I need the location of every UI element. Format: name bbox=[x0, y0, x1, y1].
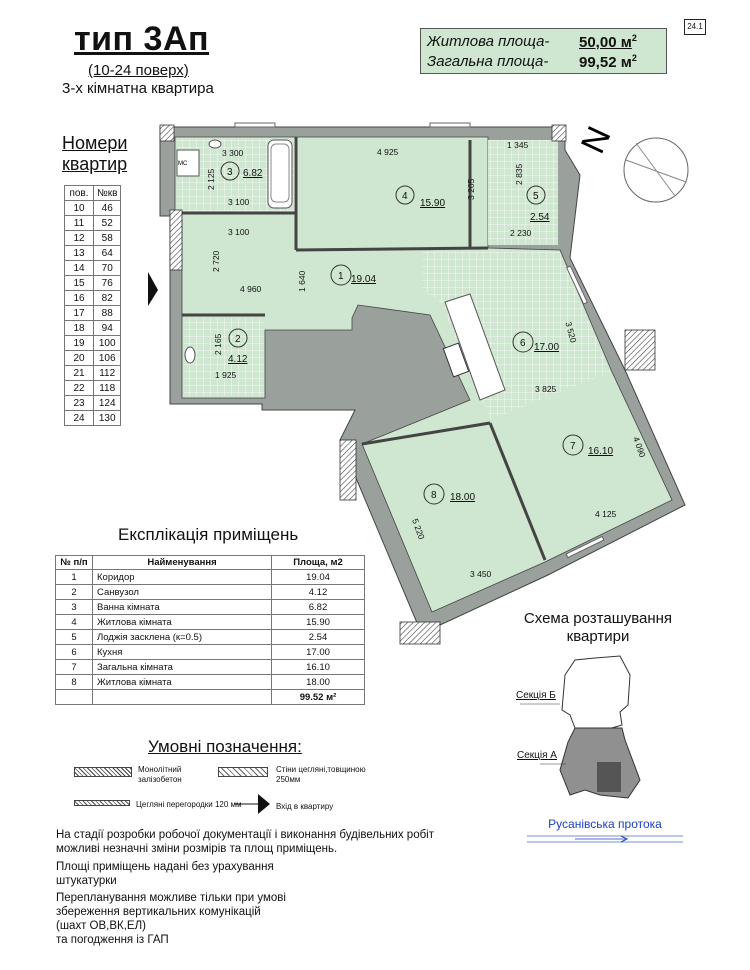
floor-cell: 10 bbox=[65, 201, 94, 216]
floor-cell: 15 bbox=[65, 276, 94, 291]
wc-tiles bbox=[184, 318, 264, 396]
section-b-shape bbox=[562, 656, 630, 728]
room-area-cell: 6.82 bbox=[272, 600, 365, 615]
apartment-number-cell: 52 bbox=[94, 216, 121, 231]
room-number-cell: 1 bbox=[56, 570, 93, 585]
room2-number: 2 bbox=[235, 334, 241, 345]
expl-col-area: Площа, м2 bbox=[272, 556, 365, 570]
apartment-numbers-table bbox=[64, 185, 121, 426]
apartment-row bbox=[65, 216, 121, 231]
total-area-label: Загальна площа- bbox=[427, 53, 549, 70]
dim-kitchen-bottom: 3 825 bbox=[535, 384, 557, 394]
plan-type-title: тип 3Ап bbox=[74, 20, 210, 58]
room-name-cell: Житлова кімната bbox=[93, 615, 272, 630]
apartment-row bbox=[65, 276, 121, 291]
wc-label: MC bbox=[178, 161, 188, 167]
room8-area: 18.00 bbox=[450, 492, 476, 503]
compass-line-2 bbox=[636, 143, 675, 196]
note-line-2: можливі незначні зміни розмірів та площ приміщень. bbox=[56, 843, 338, 855]
floor-cell: 14 bbox=[65, 261, 94, 276]
room-area-cell: 19.04 bbox=[272, 570, 365, 585]
brick-wall-swatch bbox=[218, 767, 268, 777]
floor-cell: 11 bbox=[65, 216, 94, 231]
monolith-swatch bbox=[74, 767, 132, 777]
dim-wc-height: 2 165 bbox=[213, 333, 223, 355]
explication-row bbox=[56, 645, 365, 660]
col-floor-header: пов. bbox=[65, 186, 94, 201]
apartment-number-cell: 70 bbox=[94, 261, 121, 276]
floor-cell: 16 bbox=[65, 291, 94, 306]
expl-col-num: № п/п bbox=[56, 556, 93, 570]
floor-cell: 24 bbox=[65, 411, 94, 426]
room-area-cell: 18.00 bbox=[272, 675, 365, 690]
room-name-cell: Загальна кімната bbox=[93, 660, 272, 675]
apartment-number-cell: 76 bbox=[94, 276, 121, 291]
apartment-row bbox=[65, 381, 121, 396]
note-line-1: На стадії розробки робочої документації і виконання будівельних робіт bbox=[56, 829, 434, 841]
partition-swatch bbox=[74, 800, 130, 806]
dim-room4-width: 4 925 bbox=[377, 147, 399, 157]
floor-cell: 23 bbox=[65, 396, 94, 411]
sink bbox=[209, 140, 221, 148]
note-line-6: збереження вертикальних комунікацій bbox=[56, 906, 261, 918]
note-line-8: та погодження із ГАП bbox=[56, 934, 169, 946]
apartment-number-cell: 88 bbox=[94, 306, 121, 321]
dim-bath-width: 3 300 bbox=[222, 148, 244, 158]
apartment-number-cell: 100 bbox=[94, 336, 121, 351]
room1-number: 1 bbox=[338, 271, 344, 282]
explication-row bbox=[56, 570, 365, 585]
dim-room7-width: 4 125 bbox=[595, 509, 617, 519]
room7-number: 7 bbox=[570, 441, 576, 452]
room7-area: 16.10 bbox=[588, 446, 614, 457]
apartment-number-cell: 106 bbox=[94, 351, 121, 366]
north-label: N bbox=[573, 120, 619, 160]
apartment-number-cell: 82 bbox=[94, 291, 121, 306]
dim-loggia-top: 1 345 bbox=[507, 140, 529, 150]
apartment-row bbox=[65, 396, 121, 411]
dim-corridor-height: 2 720 bbox=[211, 250, 221, 272]
dim-room8-height: 5 220 bbox=[410, 517, 427, 541]
legend-brick-wall: Стіни цегляні,товщиною 250мм bbox=[276, 765, 366, 784]
section-a-label: Секція А bbox=[517, 750, 557, 761]
room-area-cell: 4.12 bbox=[272, 585, 365, 600]
explication-row bbox=[56, 660, 365, 675]
floor-cell: 22 bbox=[65, 381, 94, 396]
room5-area: 2.54 bbox=[530, 212, 550, 223]
room-name-cell: Кухня bbox=[93, 645, 272, 660]
apartment-number-cell: 64 bbox=[94, 246, 121, 261]
room-name-cell: Лоджія засклена (к=0.5) bbox=[93, 630, 272, 645]
expl-col-name: Найменування bbox=[93, 556, 272, 570]
page-number: 24.1 bbox=[684, 19, 706, 35]
room3-area: 6.82 bbox=[243, 168, 263, 179]
apartment-number-cell: 94 bbox=[94, 321, 121, 336]
room-number-cell: 8 bbox=[56, 675, 93, 690]
room-number-cell: 7 bbox=[56, 660, 93, 675]
floor-cell: 21 bbox=[65, 366, 94, 381]
floor-cell: 12 bbox=[65, 231, 94, 246]
apartment-number-cell: 118 bbox=[94, 381, 121, 396]
note-line-7: (шахт ОВ,ВК,ЕЛ) bbox=[56, 920, 146, 932]
explication-row bbox=[56, 585, 365, 600]
living-area-label: Житлова площа- bbox=[427, 33, 550, 50]
apartment-number-cell: 46 bbox=[94, 201, 121, 216]
floor-cell: 19 bbox=[65, 336, 94, 351]
living-area-value: 50,00 $м^2$ bbox=[579, 33, 637, 51]
dim-bath-height: 2 125 bbox=[206, 168, 216, 190]
dim-corridor-short: 1 640 bbox=[297, 270, 307, 292]
note-line-5: Перепланування можливе тільки при умові bbox=[56, 892, 286, 904]
room-area-cell: 16.10 bbox=[272, 660, 365, 675]
river-label: Русанівська протока bbox=[548, 817, 662, 831]
explication-table bbox=[55, 555, 365, 705]
apartment-row bbox=[65, 366, 121, 381]
room-number-cell: 5 bbox=[56, 630, 93, 645]
room-name-cell: Санвузол bbox=[93, 585, 272, 600]
toilet bbox=[185, 347, 195, 363]
explication-row bbox=[56, 675, 365, 690]
explication-title: Експлікація приміщень bbox=[118, 525, 299, 544]
area-summary bbox=[420, 28, 667, 74]
room-number-cell: 3 bbox=[56, 600, 93, 615]
floor-cell: 20 bbox=[65, 351, 94, 366]
entrance-legend-arrow bbox=[232, 792, 272, 816]
apartment-row bbox=[65, 201, 121, 216]
room3-number: 3 bbox=[227, 167, 233, 178]
dim-loggia-height: 2 835 bbox=[514, 163, 524, 185]
apartment-row bbox=[65, 231, 121, 246]
entrance-arrow bbox=[148, 272, 158, 306]
apartment-numbers-title: Номери квартир bbox=[62, 133, 128, 174]
room-name-cell: Ванна кімната bbox=[93, 600, 272, 615]
apartment-number-cell: 130 bbox=[94, 411, 121, 426]
room-name-cell: Житлова кімната bbox=[93, 675, 272, 690]
apartment-row bbox=[65, 291, 121, 306]
col-number-header: №кв bbox=[94, 186, 121, 201]
room-area-cell: 15.90 bbox=[272, 615, 365, 630]
explication-row bbox=[56, 630, 365, 645]
floor-cell: 18 bbox=[65, 321, 94, 336]
legend-partition: Цегляні перегородки 120 мм bbox=[136, 800, 242, 809]
legend-title: Умовні позначення: bbox=[148, 737, 302, 756]
apartment-type: 3-х кімнатна квартира bbox=[62, 80, 214, 97]
room4-area: 15.90 bbox=[420, 198, 446, 209]
apartment-marker bbox=[597, 762, 621, 792]
dim-corridor-width: 4 960 bbox=[240, 284, 262, 294]
floor-cell: 17 bbox=[65, 306, 94, 321]
river-lines bbox=[525, 831, 685, 847]
room1-area: 19.04 bbox=[351, 274, 377, 285]
apartment-row bbox=[65, 411, 121, 426]
room6-area: 17.00 bbox=[534, 342, 560, 353]
legend-monolith: Монолітний залізобетон bbox=[138, 765, 182, 784]
dim-wc-width: 1 925 bbox=[215, 370, 237, 380]
room5-number: 5 bbox=[533, 191, 539, 202]
apartment-number-cell: 58 bbox=[94, 231, 121, 246]
section-b-label: Секція Б bbox=[516, 690, 556, 701]
bathtub bbox=[268, 140, 292, 208]
river-block bbox=[525, 812, 685, 850]
dim-bath-bottom: 3 100 bbox=[228, 197, 250, 207]
floor-cell: 13 bbox=[65, 246, 94, 261]
room-area-cell: 2.54 bbox=[272, 630, 365, 645]
room6-number: 6 bbox=[520, 338, 526, 349]
apartment-row bbox=[65, 306, 121, 321]
dim-room8-width: 3 450 bbox=[470, 569, 492, 579]
room-number-cell: 2 bbox=[56, 585, 93, 600]
explication-row bbox=[56, 600, 365, 615]
floors-range: (10-24 поверх) bbox=[88, 62, 189, 79]
room-number-cell: 4 bbox=[56, 615, 93, 630]
dim-room7-height: 4 090 bbox=[631, 435, 648, 459]
dim-corridor-top: 3 100 bbox=[228, 227, 250, 237]
apartment-number-cell: 124 bbox=[94, 396, 121, 411]
apartment-row bbox=[65, 246, 121, 261]
room-number-cell: 6 bbox=[56, 645, 93, 660]
note-line-3: Площі приміщень надані без урахування bbox=[56, 861, 274, 873]
scheme-title: Схема розташування квартири bbox=[523, 610, 673, 645]
room2-area: 4.12 bbox=[228, 354, 248, 365]
apartment-row bbox=[65, 336, 121, 351]
dim-kitchen-diag: 3 520 bbox=[563, 320, 579, 344]
apartment-row bbox=[65, 321, 121, 336]
room4-number: 4 bbox=[402, 191, 408, 202]
dim-loggia-bottom: 2 230 bbox=[510, 228, 532, 238]
legend-entrance: Вхід в квартиру bbox=[276, 802, 334, 811]
dim-room4-height: 3 205 bbox=[466, 178, 476, 200]
room-area-cell: 17.00 bbox=[272, 645, 365, 660]
room8-number: 8 bbox=[431, 490, 437, 501]
apartment-row bbox=[65, 351, 121, 366]
expl-total: 99.52 м² bbox=[272, 690, 365, 705]
location-scheme bbox=[500, 650, 690, 810]
apartment-row bbox=[65, 261, 121, 276]
apartment-number-cell: 112 bbox=[94, 366, 121, 381]
note-line-4: штукатурки bbox=[56, 875, 117, 887]
total-area-value: 99,52 $м^2$ bbox=[579, 53, 637, 71]
explication-row bbox=[56, 615, 365, 630]
room-name-cell: Коридор bbox=[93, 570, 272, 585]
